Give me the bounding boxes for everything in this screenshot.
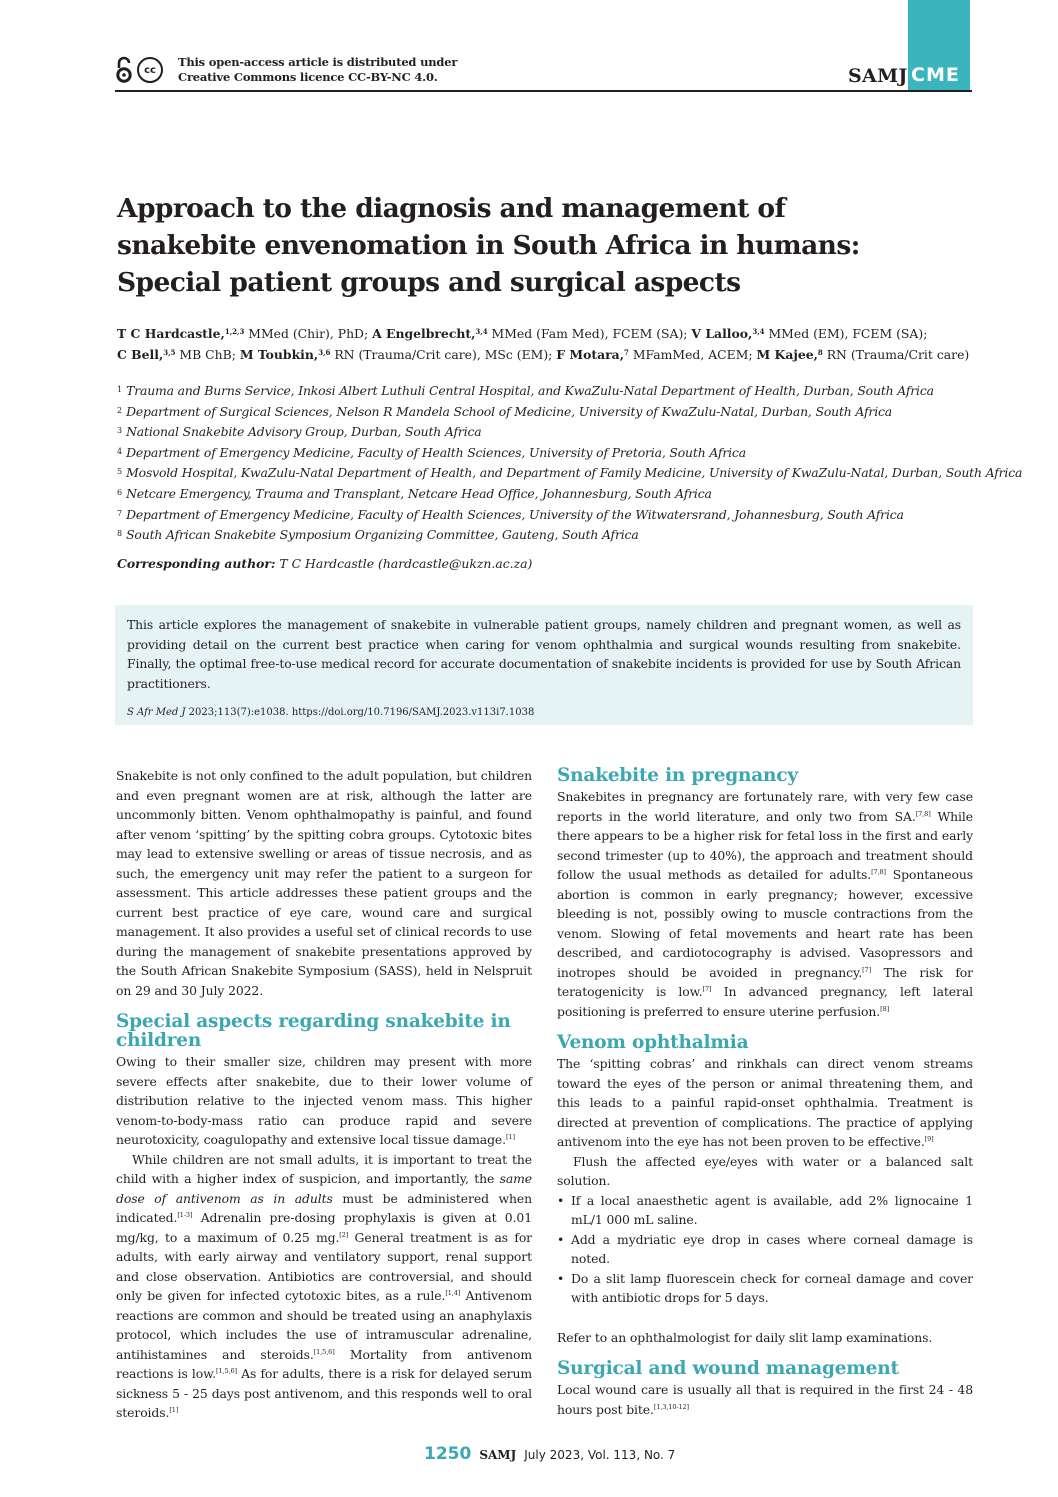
paragraph-text: Adrenalin pre-dosing prophylaxis is given at 0.01 mg/kg, to a maximum of 0.25 mg.	[116, 1210, 532, 1245]
author-affil-ref: 3,4	[475, 327, 488, 336]
header-divider	[115, 90, 972, 92]
citation-journal: S Afr Med J	[127, 707, 186, 718]
license-line-2: Creative Commons licence CC-BY-NC 4.0.	[178, 70, 438, 84]
reference-marker: [1,4]	[445, 1289, 461, 1297]
reference-marker: [1,5,6]	[216, 1367, 237, 1375]
affiliation-number: 8	[117, 529, 123, 539]
corresponding-label: Corresponding author:	[117, 556, 276, 571]
children-paragraph-2	[116, 1150, 532, 1423]
author-name: F Motara,	[556, 347, 625, 362]
affiliation-text: Department of Surgical Sciences, Nelson R Mandela School of Medicine, University of KwaZulu-Natal, Durban, South Africa	[126, 403, 893, 419]
author-affil-ref: 3,4	[752, 327, 765, 336]
emphasis-text: same dose of antivenom as in adults	[116, 1171, 532, 1206]
affiliation-number: 2	[117, 405, 123, 415]
corresponding-value: T C Hardcastle (hardcastle@ukzn.ac.za)	[275, 556, 533, 571]
section-heading-children: Special aspects regarding snakebite in children	[116, 1011, 511, 1051]
paragraph-text: Antivenom reactions are common and should be treated using an anaphylaxis protocol, which includes the use of intramuscular adrenaline, antihistamines and steroids.	[116, 1288, 532, 1362]
affiliation-text: Department of Emergency Medicine, Faculty of Health Sciences, University of the Witwatersrand, Johannesburg, South Africa	[126, 506, 904, 522]
list-item: • If a local anaesthetic agent is available, add 2% lignocaine 1 mL/1 000 mL saline.	[557, 1191, 973, 1230]
author-name: M Toubkin,	[239, 347, 319, 362]
page-number: 1250	[424, 1444, 472, 1464]
author-quals: MMed (EM), FCEM (SA);	[764, 326, 928, 341]
citation	[127, 707, 961, 718]
affiliation-item	[117, 442, 987, 463]
corresponding-author	[117, 556, 532, 571]
paragraph-text: While children are not small adults, it is important to treat the child with a higher index of suspicion, and importantly, the	[116, 1151, 532, 1186]
affiliation-item	[117, 462, 1023, 483]
affiliation-item	[117, 524, 987, 545]
page-footer	[424, 1444, 675, 1464]
journal-logo: SAMJ	[848, 65, 908, 87]
reference-marker: [1,3,10-12]	[653, 1402, 689, 1411]
affiliation-text: Department of Emergency Medicine, Faculty of Health Sciences, University of Pretoria, South Africa	[126, 444, 746, 460]
open-access-icon	[115, 56, 133, 84]
paragraph-text: The ‘spitting cobras’ and rinkhals can direct venom streams toward the eyes of the person or animal threatening them, and this leads to a painful rapid-onset ophthalmia. Treatment is directed at prevention of complications. The practice of applying antivenom into the eye has not been proven to be effective.	[557, 1056, 973, 1149]
author-affil-ref: 3,6	[318, 348, 331, 357]
affiliation-item	[117, 421, 987, 442]
affiliation-number: 5	[117, 467, 123, 477]
ophthalmia-referral: Refer to an ophthalmologist for daily slit lamp examinations.	[557, 1329, 933, 1345]
paragraph-text: As for adults, there is a risk for delayed serum sickness 5 - 25 days post antivenom, and this responds well to oral steroids.	[116, 1366, 532, 1420]
author-quals: RN (Trauma/Crit care), MSc (EM);	[330, 347, 557, 362]
creative-commons-icon: cc	[137, 57, 163, 83]
pregnancy-paragraph	[557, 787, 973, 1021]
ophthalmia-bullet-list	[557, 1191, 973, 1308]
author-list	[117, 322, 977, 364]
intro-paragraph: Snakebite is not only confined to the adult population, but children and even pregnant women are at risk, although the latter are uncommonly bitten. Venom ophthalmopathy is painful, and found after venom ‘spitting’ by the spitting cobra groups. Cytotoxic bites may lead to extensive swelling or areas of tissue necrosis, and as such, the emergency unit may refer the patient to a surgeon for assessment. This article addresses these patient groups and the current best practice of eye care, wound care and surgical management. It also provides a useful set of clinical records to use during the management of snakebite presentations approved by the South African Snakebite Symposium (SASS), held in Nelspruit on 29 and 30 July 2022.	[116, 768, 532, 998]
affiliation-number: 6	[117, 487, 123, 497]
reference-marker: [8]	[880, 1004, 890, 1013]
author-affil-ref: 7	[624, 348, 629, 357]
section-label: CME	[911, 64, 960, 86]
abstract-text: This article explores the management of snakebite in vulnerable patient groups, namely children and pregnant women, as well as providing detail on the current best practice when caring for venom ophthalmia and surgical wounds resulting from snakebite. Finally, the optimal free-to-use medical record for accurate documentation of snakebite incidents is provided for use by South African practitioners.	[127, 617, 961, 691]
paragraph-text: While there appears to be a higher risk for fetal loss in the first and early second trimester (up to 40%), the approach and treatment should follow the usual methods as detailed for adults.	[557, 808, 973, 882]
affiliation-item	[117, 483, 987, 504]
license-notice	[178, 55, 457, 85]
license-line-1: This open-access article is distributed under	[178, 55, 458, 69]
paragraph-text: must be administered when indicated.	[116, 1190, 533, 1225]
section-heading-ophthalmia: Venom ophthalmia	[557, 1032, 749, 1053]
reference-marker: [7]	[702, 985, 712, 993]
paragraph-text: Owing to their smaller size, children may present with more severe effects after snakebite, due to their lower volume of distribution relative to the injected venom mass. This higher venom-to-body-mass ratio can produce rapid and severe neurotoxicity, coagulopathy and extensive local tissue damage.	[116, 1054, 532, 1147]
affiliation-list	[117, 380, 1023, 545]
author-quals: MMed (Chir), PhD;	[244, 326, 373, 341]
affiliation-text: National Snakebite Advisory Group, Durban, South Africa	[126, 424, 482, 440]
affiliation-number: 1	[117, 385, 123, 394]
author-name: M Kajee,	[756, 347, 818, 362]
author-affil-ref: 8	[817, 348, 823, 357]
body-column-right	[557, 766, 973, 1419]
paragraph-text: Mortality from antivenom reactions is low.	[116, 1346, 532, 1381]
affiliation-text: Mosvold Hospital, KwaZulu-Natal Department of Health, and Department of Family Medicine, University of KwaZulu-Natal, Durban, South Africa	[126, 465, 1023, 481]
affiliation-item	[117, 401, 987, 422]
author-affil-ref: 3,5	[163, 348, 176, 357]
paragraph-text: General treatment is as for adults, with early airway and ventilatory support, renal support and close observation. Antibiotics are controversial, and should only be given for infected cytotoxic bites, as a rule.	[116, 1229, 533, 1303]
affiliation-number: 3	[117, 426, 123, 436]
affiliation-text: Netcare Emergency, Trauma and Transplant, Netcare Head Office, Johannesburg, South Africa	[126, 485, 712, 501]
author-quals: MFamMed, ACEM;	[628, 347, 757, 362]
affiliation-number: 4	[117, 446, 123, 456]
abstract-box	[115, 605, 973, 725]
author-quals: RN (Trauma/Crit care)	[822, 347, 970, 362]
reference-marker: [7,8]	[915, 809, 931, 818]
reference-marker: [7]	[862, 965, 872, 974]
citation-details: 2023;113(7):e1038. https://doi.org/10.7196/SAMJ.2023.v113i7.1038	[185, 707, 535, 718]
surgical-paragraph	[557, 1380, 973, 1419]
paragraph-text: Snakebites in pregnancy are fortunately rare, with very few case reports in the world literature, and only two from SA.	[557, 789, 973, 824]
author-name: A Engelbrecht,	[372, 326, 476, 341]
paragraph-spacer	[557, 1308, 973, 1328]
author-name: V Lalloo,	[691, 326, 753, 341]
body-column-left	[116, 766, 532, 1423]
list-item: • Add a mydriatic eye drop in cases where corneal damage is noted.	[557, 1230, 973, 1269]
affiliation-item	[117, 504, 987, 525]
footer-journal: SAMJ	[479, 1448, 517, 1462]
paragraph-text: Spontaneous abortion is common in early pregnancy; however, excessive bleeding is not, possibly owing to muscle contractions from the venom. Slowing of fetal movements and heart rate has been described, and cardiotocography is advised. Vasopressors and inotropes should be avoided in pregnancy.	[557, 867, 973, 980]
author-affil-ref: 1,2,3	[224, 327, 245, 336]
author-name: C Bell,	[117, 347, 164, 362]
article-title: Approach to the diagnosis and management of snakebite envenomation in South Africa in humans: Special patient groups and surgical aspects	[117, 193, 860, 298]
reference-marker: [1-3]	[177, 1211, 193, 1219]
section-heading-pregnancy: Snakebite in pregnancy	[557, 765, 798, 786]
affiliation-text: Trauma and Burns Service, Inkosi Albert Luthuli Central Hospital, and KwaZulu-Natal Department of Health, Durban, South Africa	[126, 383, 934, 398]
reference-marker: [1]	[505, 1133, 515, 1141]
footer-issue: July 2023, Vol. 113, No. 7	[524, 1448, 676, 1462]
author-quals: MMed (Fam Med), FCEM (SA);	[487, 326, 692, 341]
author-quals: MB ChB;	[175, 347, 240, 362]
list-item: • Do a slit lamp fluorescein check for corneal damage and cover with antibiotic drops for 5 days.	[557, 1269, 973, 1308]
paragraph-text: Local wound care is usually all that is required in the first 24 - 48 hours post bite.	[557, 1382, 973, 1417]
section-heading-surgical: Surgical and wound management	[557, 1358, 899, 1379]
reference-marker: [1,5,6]	[313, 1347, 335, 1356]
ophthalmia-flush-instruction: Flush the affected eye/eyes with water or a balanced salt solution.	[557, 1153, 973, 1188]
affiliation-number: 7	[117, 508, 123, 518]
reference-marker: [2]	[339, 1230, 349, 1239]
paragraph-text: In advanced pregnancy, left lateral positioning is preferred to ensure uterine perfusion.	[557, 984, 973, 1019]
ophthalmia-paragraph	[557, 1054, 973, 1152]
children-paragraph-1	[116, 1052, 532, 1150]
reference-marker: [1]	[169, 1406, 179, 1414]
paragraph-text: The risk for teratogenicity is low.	[557, 964, 973, 999]
reference-marker: [9]	[924, 1135, 934, 1143]
reference-marker: [7,8]	[871, 868, 886, 876]
affiliation-text: South African Snakebite Symposium Organizing Committee, Gauteng, South Africa	[126, 527, 639, 543]
author-name: T C Hardcastle,	[117, 326, 225, 341]
license-icons	[115, 56, 163, 84]
affiliation-item	[117, 380, 987, 401]
